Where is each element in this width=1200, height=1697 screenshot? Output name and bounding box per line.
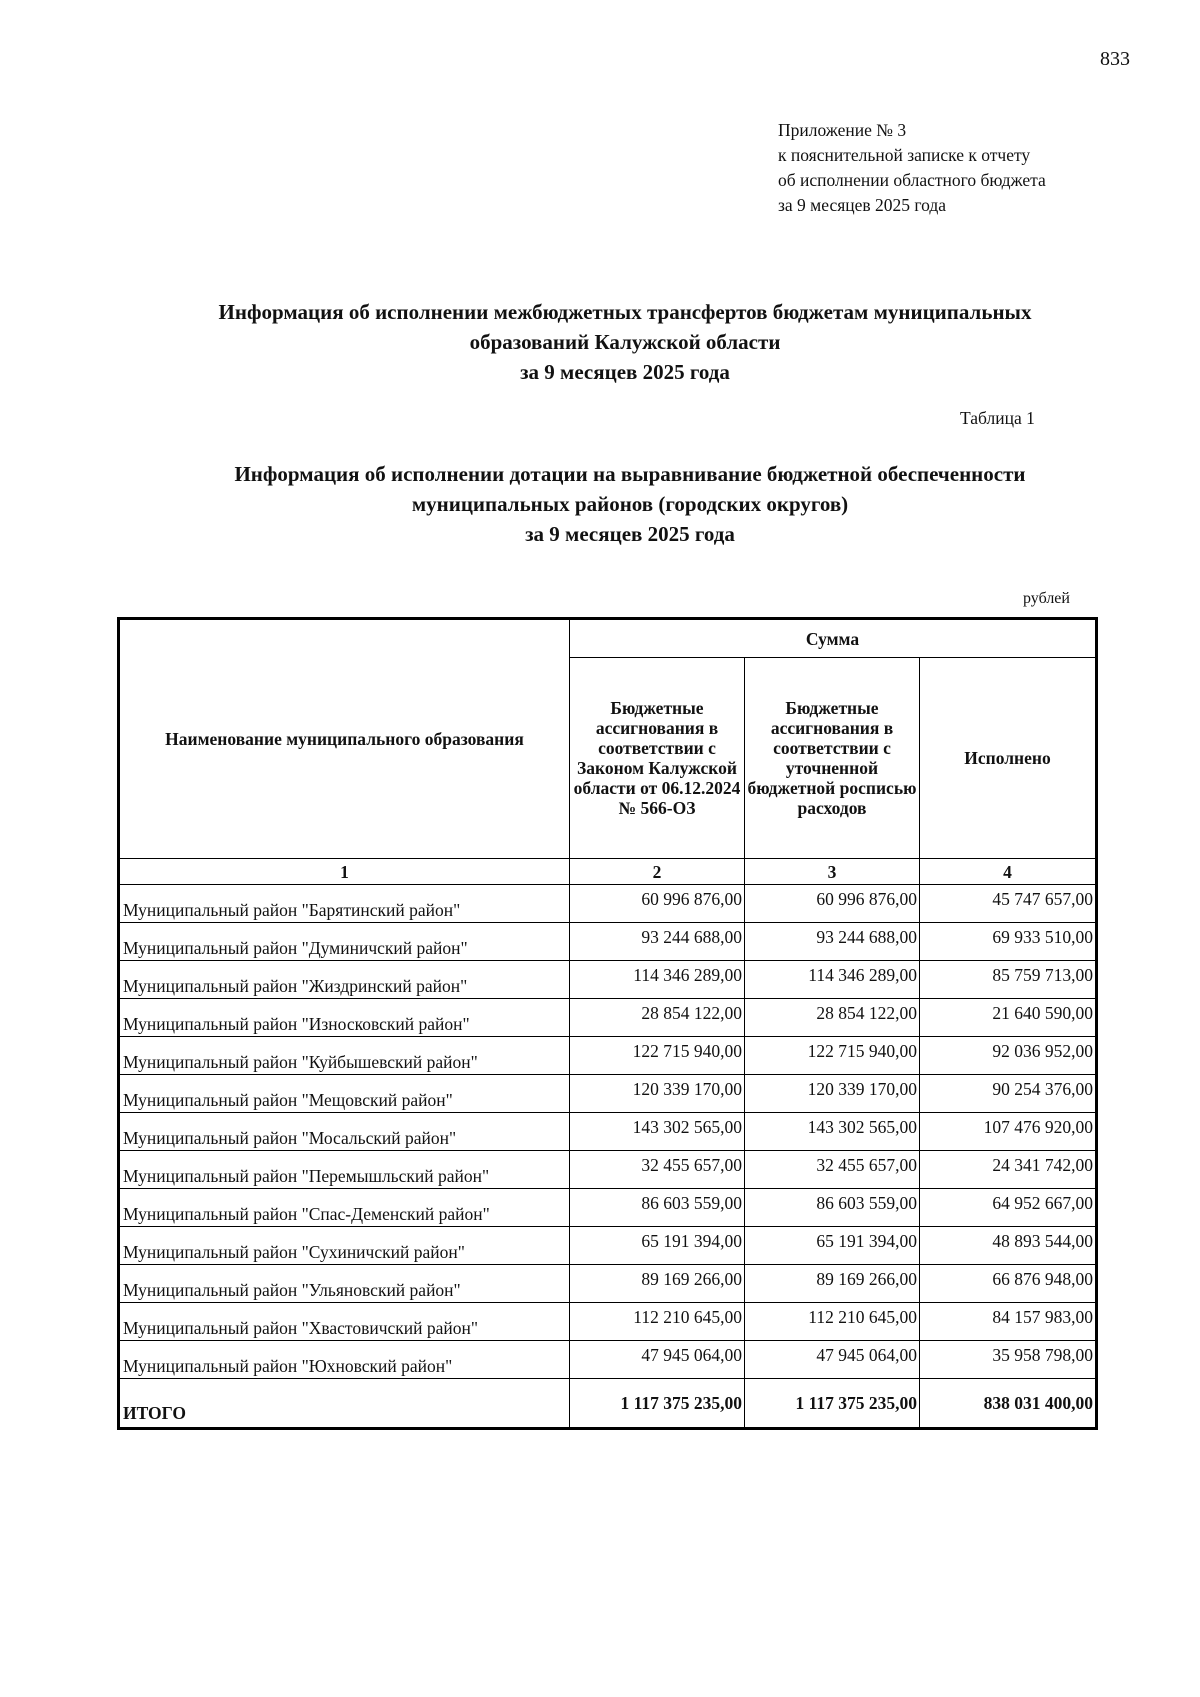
total-law: 1 117 375 235,00 — [570, 1379, 745, 1429]
executed-cell: 45 747 657,00 — [920, 885, 1097, 923]
revised-allocation-cell: 86 603 559,00 — [745, 1189, 920, 1227]
law-allocation-cell: 47 945 064,00 — [570, 1341, 745, 1379]
table-row — [119, 885, 1097, 923]
executed-cell: 24 341 742,00 — [920, 1151, 1097, 1189]
table-row — [119, 1037, 1097, 1075]
revised-allocation-cell: 89 169 266,00 — [745, 1265, 920, 1303]
executed-cell: 64 952 667,00 — [920, 1189, 1097, 1227]
revised-allocation-cell: 47 945 064,00 — [745, 1341, 920, 1379]
law-allocation-cell: 89 169 266,00 — [570, 1265, 745, 1303]
district-name: Муниципальный район "Барятинский район" — [119, 885, 570, 923]
table-title — [120, 459, 1140, 549]
district-name: Муниципальный район "Спас-Деменский район" — [119, 1189, 570, 1227]
title-line: образований Калужской области — [469, 330, 781, 354]
revised-allocation-cell: 122 715 940,00 — [745, 1037, 920, 1075]
subtitle-line: за 9 месяцев 2025 года — [525, 522, 735, 546]
table-row — [119, 961, 1097, 999]
column-number: 2 — [570, 859, 745, 885]
header-sum: Сумма — [570, 619, 1097, 658]
total-label: ИТОГО — [119, 1379, 570, 1429]
header-executed: Исполнено — [920, 658, 1097, 859]
table-row — [119, 1113, 1097, 1151]
district-name: Муниципальный район "Куйбышевский район" — [119, 1037, 570, 1075]
table-row — [119, 1303, 1097, 1341]
table-row — [119, 1189, 1097, 1227]
district-name: Муниципальный район "Жиздринский район" — [119, 961, 570, 999]
executed-cell: 35 958 798,00 — [920, 1341, 1097, 1379]
appendix-line: за 9 месяцев 2025 года — [778, 195, 947, 215]
district-name: Муниципальный район "Износковский район" — [119, 999, 570, 1037]
revised-allocation-cell: 93 244 688,00 — [745, 923, 920, 961]
district-name: Муниципальный район "Сухиничский район" — [119, 1227, 570, 1265]
district-name: Муниципальный район "Мещовский район" — [119, 1075, 570, 1113]
law-allocation-cell: 60 996 876,00 — [570, 885, 745, 923]
district-name: Муниципальный район "Перемышльский район" — [119, 1151, 570, 1189]
law-allocation-cell: 86 603 559,00 — [570, 1189, 745, 1227]
executed-cell: 92 036 952,00 — [920, 1037, 1097, 1075]
subtitle-line: муниципальных районов (городских округов) — [411, 492, 849, 516]
appendix-line: к пояснительной записке к отчету — [778, 145, 1031, 165]
revised-allocation-cell: 32 455 657,00 — [745, 1151, 920, 1189]
header-law-allocation: Бюджетные ассигнования в соответствии с Законом Калужской области от 06.12.2024 № 566-ОЗ — [570, 658, 745, 859]
district-name: Муниципальный район "Хвастовичский район" — [119, 1303, 570, 1341]
appendix-line: об исполнении областного бюджета — [778, 170, 1046, 190]
executed-cell: 21 640 590,00 — [920, 999, 1097, 1037]
table-row — [119, 1151, 1097, 1189]
total-row — [119, 1379, 1097, 1429]
table-label: Таблица 1 — [960, 408, 1035, 428]
revised-allocation-cell: 112 210 645,00 — [745, 1303, 920, 1341]
revised-allocation-cell: 114 346 289,00 — [745, 961, 920, 999]
revised-allocation-cell: 143 302 565,00 — [745, 1113, 920, 1151]
table-row — [119, 1341, 1097, 1379]
appendix-line: Приложение № 3 — [778, 120, 907, 140]
executed-cell: 69 933 510,00 — [920, 923, 1097, 961]
law-allocation-cell: 65 191 394,00 — [570, 1227, 745, 1265]
law-allocation-cell: 112 210 645,00 — [570, 1303, 745, 1341]
district-name: Муниципальный район "Мосальский район" — [119, 1113, 570, 1151]
title-line: за 9 месяцев 2025 года — [520, 360, 730, 384]
revised-allocation-cell: 28 854 122,00 — [745, 999, 920, 1037]
table-row — [119, 999, 1097, 1037]
executed-cell: 85 759 713,00 — [920, 961, 1097, 999]
column-number-row — [119, 859, 1097, 885]
law-allocation-cell: 122 715 940,00 — [570, 1037, 745, 1075]
total-revised: 1 117 375 235,00 — [745, 1379, 920, 1429]
page-number: 833 — [1100, 48, 1130, 70]
table-row — [119, 1265, 1097, 1303]
table-row — [119, 1227, 1097, 1265]
total-executed: 838 031 400,00 — [920, 1379, 1097, 1429]
revised-allocation-cell: 120 339 170,00 — [745, 1075, 920, 1113]
law-allocation-cell: 93 244 688,00 — [570, 923, 745, 961]
executed-cell: 84 157 983,00 — [920, 1303, 1097, 1341]
executed-cell: 90 254 376,00 — [920, 1075, 1097, 1113]
column-number: 4 — [920, 859, 1097, 885]
district-name: Муниципальный район "Ульяновский район" — [119, 1265, 570, 1303]
district-name: Муниципальный район "Юхновский район" — [119, 1341, 570, 1379]
header-name: Наименование муниципального образования — [119, 619, 570, 859]
table-row — [119, 1075, 1097, 1113]
title-line: Информация об исполнении межбюджетных трансфертов бюджетам муниципальных — [218, 300, 1032, 324]
table-header-row — [119, 619, 1097, 658]
document-title — [120, 297, 1130, 387]
column-number: 1 — [119, 859, 570, 885]
executed-cell: 107 476 920,00 — [920, 1113, 1097, 1151]
law-allocation-cell: 32 455 657,00 — [570, 1151, 745, 1189]
table-row — [119, 923, 1097, 961]
executed-cell: 48 893 544,00 — [920, 1227, 1097, 1265]
transfers-table — [117, 617, 1098, 1430]
column-number: 3 — [745, 859, 920, 885]
header-revised-allocation: Бюджетные ассигнования в соответствии с уточненной бюджетной росписью расходов — [745, 658, 920, 859]
appendix-note — [778, 118, 1046, 218]
law-allocation-cell: 28 854 122,00 — [570, 999, 745, 1037]
subtitle-line: Информация об исполнении дотации на выравнивание бюджетной обеспеченности — [234, 462, 1026, 486]
law-allocation-cell: 143 302 565,00 — [570, 1113, 745, 1151]
district-name: Муниципальный район "Думиничский район" — [119, 923, 570, 961]
table-body — [119, 885, 1097, 1379]
executed-cell: 66 876 948,00 — [920, 1265, 1097, 1303]
law-allocation-cell: 120 339 170,00 — [570, 1075, 745, 1113]
unit-label: рублей — [1023, 590, 1070, 607]
revised-allocation-cell: 65 191 394,00 — [745, 1227, 920, 1265]
revised-allocation-cell: 60 996 876,00 — [745, 885, 920, 923]
law-allocation-cell: 114 346 289,00 — [570, 961, 745, 999]
